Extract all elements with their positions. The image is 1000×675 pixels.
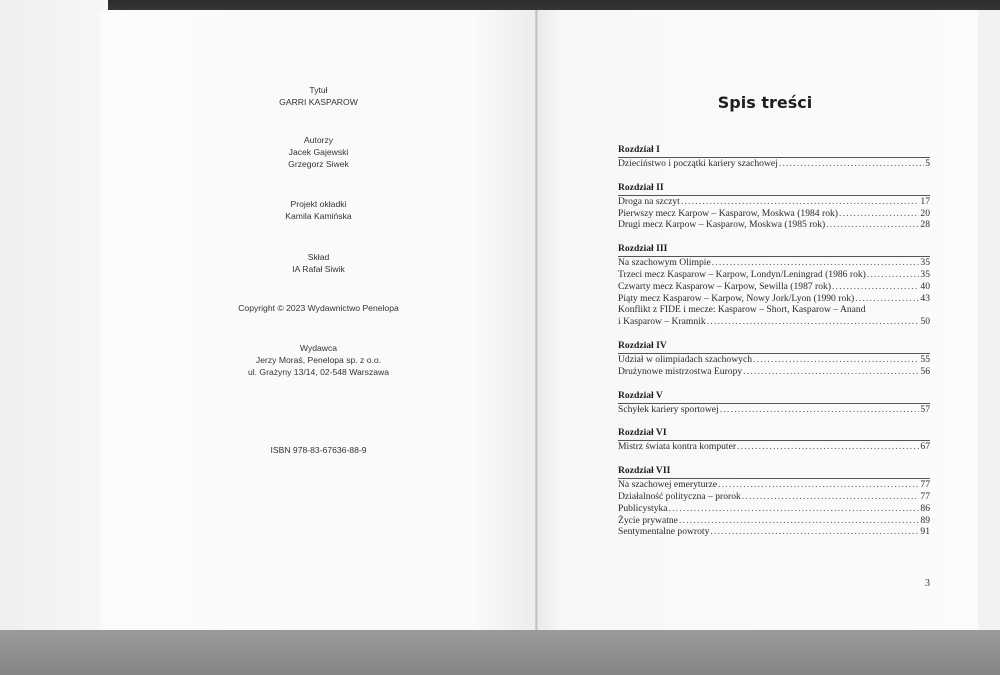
toc-entry-page: 56 [920,365,930,377]
toc-chapter [618,143,930,170]
toc-entry [618,316,930,328]
toc-entry-title: Piąty mecz Kasparow – Karpow, Nowy Jork/Lyon (1990 rok) [618,292,855,304]
authors-block [100,134,537,170]
toc-leader-dots [742,491,920,503]
toc-entry-title: Droga na szczyt [618,195,680,207]
toc-entry-page: 35 [920,268,930,280]
typesetting-label: Skład [307,252,330,262]
toc-entry-page: 43 [920,292,930,304]
toc-entry-title: Udział w olimpiadach szachowych [618,353,752,365]
toc-chapter [618,181,930,231]
toc-leader-dots [867,269,920,281]
toc-entry-page: 91 [920,526,930,538]
toc-leader-dots [681,196,920,208]
chapter-title: Rozdział IV [618,339,930,354]
toc-leader-dots [832,281,919,293]
isbn-line: ISBN 978-83-67636-88-9 [270,445,367,455]
toc-entry [618,515,930,527]
title-value: GARRI KASPAROW [279,97,358,107]
toc-entry-page: 28 [920,219,930,231]
toc-entry [618,219,930,231]
toc-entry-title: Pierwszy mecz Karpow – Kasparow, Moskwa (1984 rok) [618,207,838,219]
toc-entry [618,281,930,293]
toc-chapter [618,242,930,328]
isbn-block [100,444,537,456]
toc-leader-dots [826,219,919,231]
publisher-line: ul. Grażyny 13/14, 02-548 Warszawa [247,367,390,377]
toc-entry-title: Czwarty mecz Kasparow – Karpow, Sewilla (1987 rok) [618,280,832,292]
toc-leader-dots [679,515,919,527]
toc-entry [618,503,930,515]
toc-entry-page: 35 [920,257,930,269]
scanner-left-margin [0,0,108,675]
toc-chapter [618,389,930,416]
copyright-line: Copyright © 2023 Wydawnictwo Penelopa [238,303,399,313]
toc-entry-title: Drużynowe mistrzostwa Europy [618,365,743,377]
page-number: 3 [925,578,930,589]
toc-entry-title: Schyłek kariery sportowej [618,403,719,415]
chapter-title: Rozdział I [618,143,930,158]
toc-entry [618,366,930,378]
copyright-block [100,302,537,314]
toc-entry-page: 57 [920,403,930,415]
toc-leader-dots [779,158,924,170]
toc-entry [618,196,930,208]
title-label: Tytuł [309,85,328,95]
toc-entry-title: Działalność polityczna – prorok [618,490,741,502]
chapter-title: Rozdział VII [618,464,930,479]
publisher-line: Jerzy Moraś, Penelopa sp. z o.o. [255,355,382,365]
toc-entry-page: 77 [920,479,930,491]
toc-leader-dots [743,366,919,378]
toc-leader-dots [839,208,919,220]
toc-entry-title: Dzieciństwo i początki kariery szachowej [618,158,778,169]
typesetting-value: IA Rafał Siwik [292,264,345,274]
toc-leader-dots [737,441,919,453]
toc-leader-dots [710,526,919,538]
toc-leader-dots [707,316,920,328]
toc-leader-dots [712,257,920,269]
toc-entry-title: Publicystyka [618,502,668,514]
toc-entry-page: 50 [920,316,930,328]
scanner-bottom-edge [0,630,1000,675]
toc-entry-page: 40 [920,280,930,292]
toc-entry [618,526,930,538]
toc-heading: Spis treści [717,93,813,112]
toc-entry-page: 55 [920,353,930,365]
toc-entry-title: Życie prywatne [618,514,678,526]
toc-entry [618,208,930,220]
typesetting-block [100,251,537,275]
author-name: Jacek Gajewski [288,147,349,157]
publisher-block [100,342,537,378]
cover-block [100,198,537,222]
toc-entry-page: 86 [920,502,930,514]
toc-entry-page: 89 [920,514,930,526]
toc-entry-page: 67 [920,441,930,453]
toc-entry [618,441,930,453]
chapter-title: Rozdział III [618,242,930,257]
toc-entry-title: Konflikt z FIDE i mecze: Kasparow – Short, Kasparow – Anand [618,304,866,316]
toc-entry [618,354,930,366]
toc-entry-page: 20 [920,207,930,219]
author-name: Grzegorz Siwek [288,159,349,169]
toc-entry-title: Sentymentalne powroty [618,526,710,538]
chapter-title: Rozdział V [618,389,930,404]
toc-entry-title: Na szachowej emeryturze [618,479,718,491]
chapter-title: Rozdział II [618,181,930,196]
title-block [100,84,537,108]
toc-entry [618,257,930,269]
toc-entry [618,404,930,416]
table-of-contents [618,143,930,549]
toc-entry-page: 17 [920,195,930,207]
toc-entry [618,293,930,305]
cover-label: Projekt okładki [290,199,347,209]
toc-entry [618,269,930,281]
toc-leader-dots [669,503,920,515]
toc-entry [618,158,930,170]
toc-entry-title: i Kasparow – Kramnik [618,316,706,328]
toc-leader-dots [720,404,920,416]
toc-leader-dots [855,293,919,305]
toc-chapter [618,339,930,378]
toc-entry [618,491,930,503]
toc-entry-title: Na szachowym Olimpie [618,257,711,269]
chapter-title: Rozdział VI [618,426,930,441]
authors-label: Autorzy [303,135,334,145]
toc-entry-title: Trzeci mecz Kasparow – Karpow, Londyn/Leningrad (1986 rok) [618,268,866,280]
toc-entry-title: Mistrz świata kontra komputer [618,441,737,453]
toc-entry-title: Drugi mecz Karpow – Kasparow, Moskwa (1985 rok) [618,219,826,231]
toc-chapter [618,464,930,538]
toc-entry-page: 5 [925,158,930,169]
toc-chapter [618,426,930,453]
toc-entry-page: 77 [920,490,930,502]
toc-leader-dots [718,479,919,491]
scanner-right-margin [978,10,1000,630]
toc-entry [618,479,930,491]
publisher-label: Wydawca [299,343,338,353]
cover-value: Kamila Kamińska [285,211,352,221]
toc-leader-dots [753,354,919,366]
